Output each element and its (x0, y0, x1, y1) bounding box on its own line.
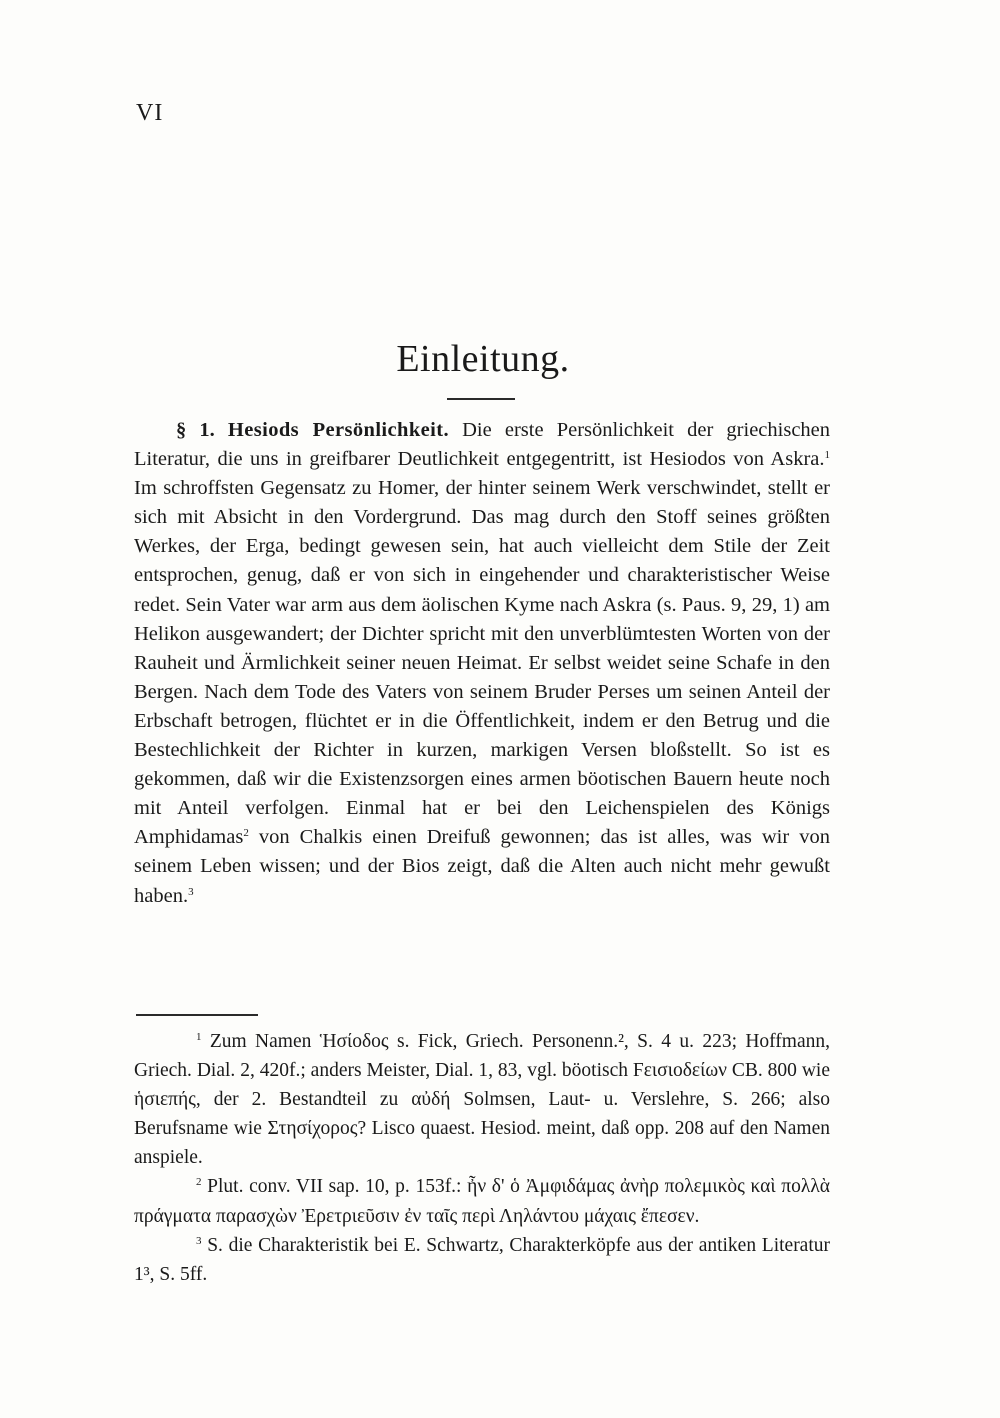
section-heading: Hesiods Persönlichkeit. (227, 419, 449, 441)
footnote (134, 1231, 830, 1289)
section-number: § 1. (176, 419, 215, 441)
paragraph-text-part-1: Die erste Persönlichkeit der griechischen Literatur, die uns in greifbarer Deutlichkeit entgegentritt, ist Hesiodos von Askra. (134, 419, 831, 471)
footnote-text: Plut. conv. VII sap. 10, p. 153f.: ἦν δ' ὁ Ἀμφιδάμας ἀνὴρ πολεμικὸς καὶ πολλὰ πράγματα παρασχὼν Ἐρετριεῦσιν ἐν ταῖς περὶ Ληλάντου μάχαις ἔπεσεν. (134, 1176, 830, 1227)
paragraph-text-part-2: Im schroffsten Gegensatz zu Homer, der hinter seinem Werk verschwindet, stellt er sich mit Absicht in den Vordergrund. Das mag durch den Stoff seines größten Werkes, der Erga, bedingt gewesen sein, hat auch vielleicht dem Stile der Zeit entsprochen, genug, daß er von sich in eingehender und charakteristischer Weise redet. Sein Vater war arm aus dem äolischen Kyme nach Askra (s. Paus. 9, 29, 1) am Helikon ausgewandert; der Dichter spricht mit den unverblümtesten Worten von der Rauheit und Ärmlichkeit seiner neuen Heimat. Er selbst weidet seine Schafe in den Bergen. Nach dem Tode des Vaters von seinem Bruder Perses um seinen Anteil der Erbschaft betrogen, flüchtet er in die Öffentlichkeit, indem er den Betrug und die Bestechlichkeit der Richter in kurzen, markigen Versen bloßstellt. So ist es gekommen, daß wir die Existenzsorgen eines armen böotischen Bauern heute noch mit Anteil verfolgen. Einmal hat er bei den Leichenspielen des Königs Amphidamas (134, 477, 830, 849)
footnote-number: 2 (196, 1176, 202, 1189)
footnote (134, 1172, 830, 1230)
footnote-reference-1: 1 (824, 449, 830, 462)
footnote (134, 1027, 830, 1172)
footnote-divider (136, 1014, 258, 1016)
paragraph-text-part-3: von Chalkis einen Dreifuß gewonnen; das ist alles, was wir von seinem Leben wissen; und der Bios zeigt, daß die Alten auch nicht mehr gewußt haben. (134, 826, 830, 907)
footnote-reference-3: 3 (188, 885, 194, 898)
footnotes (134, 1027, 830, 1289)
title-divider (447, 398, 515, 400)
footnote-text: Zum Namen Ἡσίοδος s. Fick, Griech. Personenn.², S. 4 u. 223; Hoffmann, Griech. Dial. 2, 420f.; anders Meister, Dial. 1, 83, vgl. böotisch Ϝεισιοδείων CB. 800 wie ἡσιεπής, der 2. Bestandteil zu αὐδή Solmsen, Laut- u. Verslehre, S. 266; also Berufsname wie Στησίχορος? Lisco quaest. Hesiod. meint, daß opp. 208 auf den Namen anspiele. (134, 1031, 831, 1169)
footnote-text: S. die Charakteristik bei E. Schwartz, Charakterköpfe aus der antiken Literatur 1³, S. 5ff. (134, 1234, 831, 1285)
page-number: VI (136, 100, 164, 126)
footnote-reference-2: 2 (243, 827, 249, 840)
footnote-number: 1 (196, 1031, 202, 1043)
chapter-title: Einleitung. (396, 338, 570, 380)
section-paragraph (134, 416, 830, 911)
footnote-number: 3 (196, 1234, 202, 1247)
